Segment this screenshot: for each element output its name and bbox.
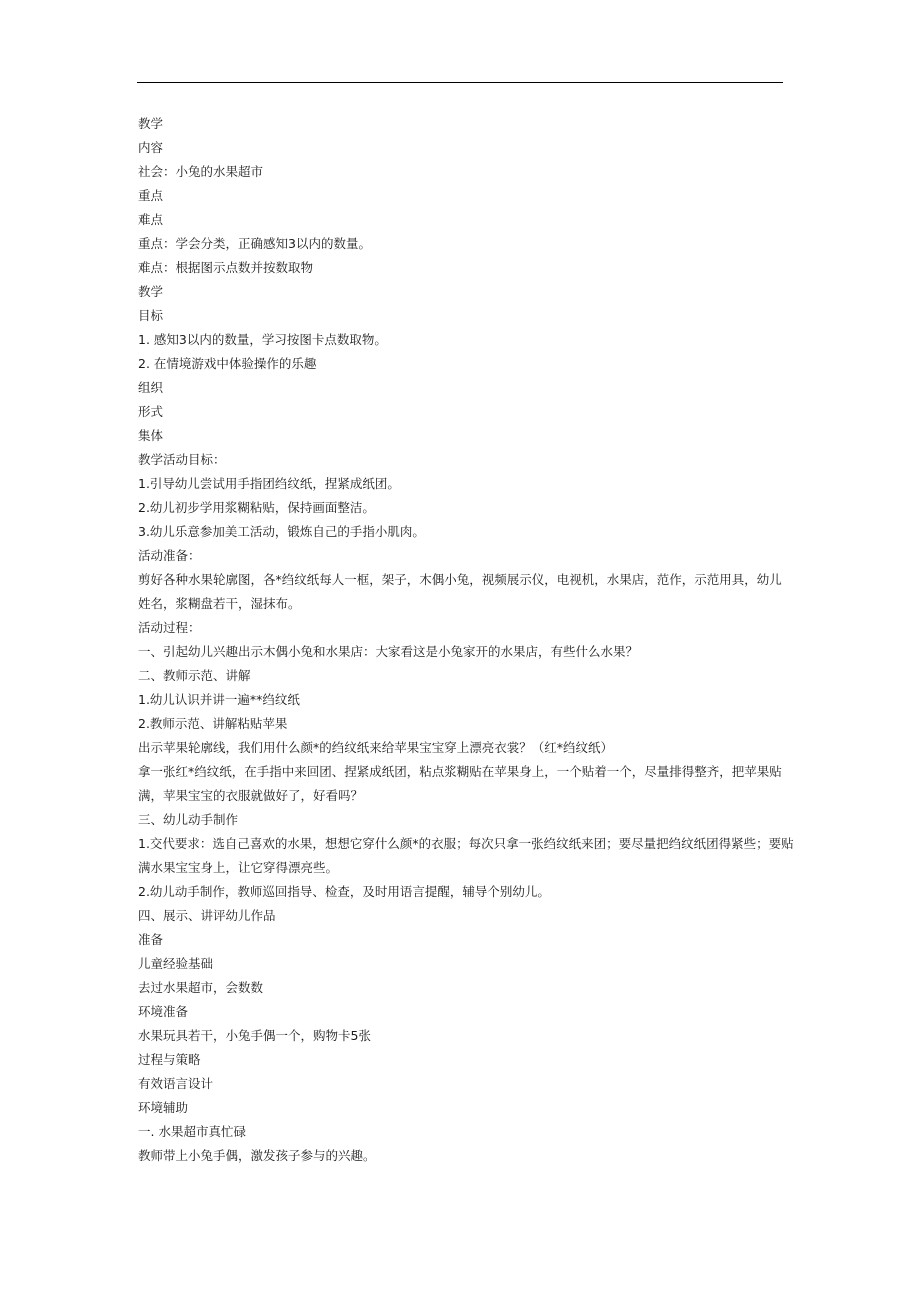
preparation-text-line-1: 剪好各种水果轮廓图，各*绉纹纸每人一框，架子，木偶小兔，视频展示仪，电视机，水果店，范作，示范用具，幼儿 bbox=[138, 572, 782, 587]
environment-prep-text: 水果玩具若干，小兔手偶一个，购物卡5张 bbox=[138, 1028, 371, 1043]
step-2-demo-line-1: 拿一张红*绉纹纸，在手指中来回团、捏紧成纸团，粘点浆糊贴在苹果身上，一个贴着一个，尽量排得整齐，把苹果贴 bbox=[138, 764, 782, 779]
step-3-heading: 三、幼儿动手制作 bbox=[138, 812, 239, 827]
goal-item-1: 1. 感知3以内的数量，学习按图卡点数取物。 bbox=[138, 332, 387, 347]
step-2-heading: 二、教师示范、讲解 bbox=[138, 668, 251, 683]
activity-goal-3: 3.幼儿乐意参加美工活动，锻炼自己的手指小肌肉。 bbox=[138, 524, 425, 539]
label-key-point: 重点 bbox=[138, 188, 164, 203]
activity-goal-2: 2.幼儿初步学用浆糊粘贴，保持画面整洁。 bbox=[138, 500, 375, 515]
lesson-title: 社会：小兔的水果超市 bbox=[138, 164, 264, 179]
label-prepare: 准备 bbox=[138, 932, 164, 947]
label-child-experience: 儿童经验基础 bbox=[138, 956, 214, 971]
preparation-text-line-2: 姓名，浆糊盘若干，湿抹布。 bbox=[138, 596, 301, 611]
process-heading: 活动过程： bbox=[138, 620, 201, 635]
label-goal: 目标 bbox=[138, 308, 164, 323]
form-value: 集体 bbox=[138, 428, 164, 443]
step-3-item-1-line-1: 1.交代要求：选自己喜欢的水果，想想它穿什么颜*的衣服；每次只拿一张绉纹纸来团；要尽量把绉纹纸团得紧些；要贴 bbox=[138, 836, 794, 851]
label-process-strategy: 过程与策略 bbox=[138, 1052, 201, 1067]
child-experience-text: 去过水果超市，会数数 bbox=[138, 980, 264, 995]
step-2-item-1: 1.幼儿认识并讲一遍**绉纹纸 bbox=[138, 692, 300, 707]
step-2-question: 出示苹果轮廓线，我们用什么颜*的绉纹纸来给苹果宝宝穿上漂亮衣裳？（红*绉纹纸） bbox=[138, 740, 614, 755]
label-organization: 组织 bbox=[138, 380, 164, 395]
goal-item-2: 2. 在情境游戏中体验操作的乐趣 bbox=[138, 356, 317, 371]
document-body bbox=[138, 112, 794, 1168]
difficulty-text: 难点：根据图示点数并按数取物 bbox=[138, 260, 314, 275]
key-point-text: 重点：学会分类，正确感知3以内的数量。 bbox=[138, 236, 371, 251]
step-2-item-2: 2.教师示范、讲解粘贴苹果 bbox=[138, 716, 288, 731]
step-3-item-1-line-2: 满水果宝宝身上，让它穿得漂亮些。 bbox=[138, 860, 339, 875]
preparation-heading: 活动准备： bbox=[138, 548, 201, 563]
section-1-heading: 一. 水果超市真忙碌 bbox=[138, 1124, 246, 1139]
activity-goal-1: 1.引导幼儿尝试用手指团绉纹纸，捏紧成纸团。 bbox=[138, 476, 400, 491]
step-4-heading: 四、展示、讲评幼儿作品 bbox=[138, 908, 276, 923]
header-rule bbox=[137, 82, 783, 83]
step-1: 一、引起幼儿兴趣出示木偶小兔和水果店：大家看这是小兔家开的水果店，有些什么水果？ bbox=[138, 644, 639, 659]
label-teaching-2: 教学 bbox=[138, 284, 164, 299]
step-2-demo-line-2: 满，苹果宝宝的衣服就做好了，好看吗？ bbox=[138, 788, 364, 803]
label-environment-prep: 环境准备 bbox=[138, 1004, 189, 1019]
label-teaching: 教学 bbox=[138, 116, 164, 131]
label-difficulty: 难点 bbox=[138, 212, 164, 227]
step-3-item-2: 2.幼儿动手制作，教师巡回指导、检查，及时用语言提醒，辅导个别幼儿。 bbox=[138, 884, 550, 899]
label-form: 形式 bbox=[138, 404, 164, 419]
label-environment-aid: 环境辅助 bbox=[138, 1100, 189, 1115]
activity-goals-heading: 教学活动目标： bbox=[138, 452, 226, 467]
section-1-text: 教师带上小兔手偶，激发孩子参与的兴趣。 bbox=[138, 1148, 376, 1163]
label-language-design: 有效语言设计 bbox=[138, 1076, 214, 1091]
label-content: 内容 bbox=[138, 140, 164, 155]
